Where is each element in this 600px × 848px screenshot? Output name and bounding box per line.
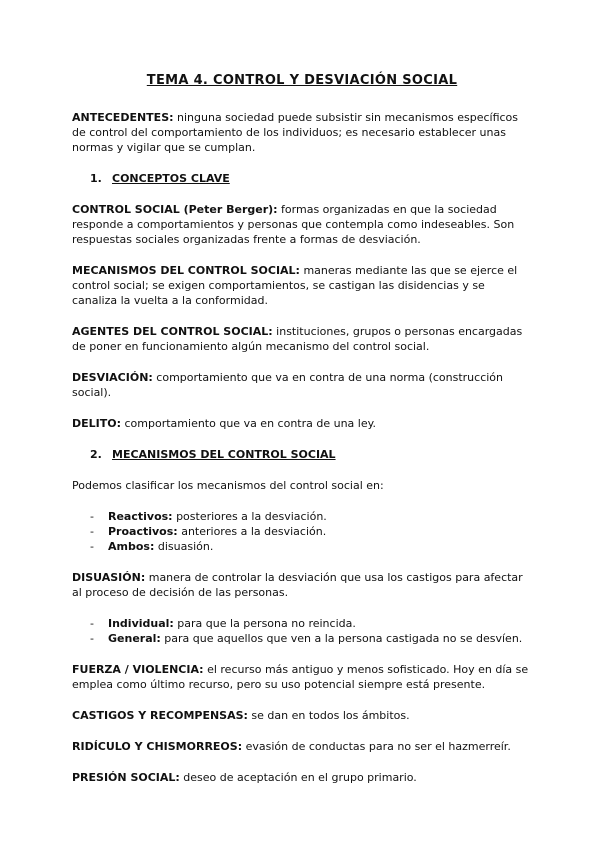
term-control-social: CONTROL SOCIAL (Peter Berger): (72, 203, 278, 216)
list-disuasion (72, 616, 532, 646)
list-clasificacion (72, 509, 532, 554)
term-ridiculo: RIDÍCULO Y CHISMORREOS: (72, 740, 243, 753)
paragraph-delito (72, 416, 532, 431)
section-heading-conceptos-clave (90, 171, 532, 186)
list-item-term: General: (108, 632, 161, 645)
paragraph-presion (72, 770, 532, 785)
term-disuasion: DISUASIÓN: (72, 571, 146, 584)
paragraph-clasificacion: Podemos clasificar los mecanismos del control social en: (72, 479, 384, 492)
section-number: 2. (90, 448, 102, 461)
paragraph-mecanismos (72, 263, 532, 308)
list-item (90, 539, 532, 554)
paragraph-control-social (72, 202, 532, 247)
text-fuerza: el recurso más antiguo y menos sofisticado. Hoy en día se emplea como último recurso, pero su uso potencial siempre está presente. (72, 663, 529, 691)
list-item-text: para que la persona no reincida. (173, 617, 356, 630)
list-item-text: disuasión. (154, 540, 214, 553)
text-delito: comportamiento que va en contra de una ley. (121, 417, 377, 430)
paragraph-desviacion (72, 370, 532, 400)
text-mecanismos: maneras mediante las que se ejerce el control social; se exigen comportamientos, se castigan las disidencias y se canaliza la vuelta a la conformidad. (72, 264, 518, 307)
section-title: MECANISMOS DEL CONTROL SOCIAL (112, 448, 336, 461)
section-heading-mecanismos (90, 447, 532, 462)
list-item-text: posteriores a la desviación. (172, 510, 327, 523)
list-item-term: Ambos: (108, 540, 155, 553)
term-desviacion: DESVIACIÓN: (72, 371, 153, 384)
term-antecedentes: ANTECEDENTES: (72, 111, 174, 124)
text-control-social: formas organizadas en que la sociedad responde a comportamientos y personas que contempla como indeseables. Son respuestas sociales organizadas frente a formas de desviación. (72, 203, 515, 246)
paragraph-ridiculo (72, 739, 532, 754)
paragraph-fuerza (72, 662, 532, 692)
section-title: CONCEPTOS CLAVE (112, 172, 230, 185)
list-item (90, 616, 532, 631)
text-desviacion: comportamiento que va en contra de una norma (construcción social). (72, 371, 504, 399)
list-item-text: para que aquellos que ven a la persona castigada no se desvíen. (160, 632, 523, 645)
term-presion: PRESIÓN SOCIAL: (72, 771, 180, 784)
paragraph-castigos (72, 708, 532, 723)
list-item-term: Reactivos: (108, 510, 173, 523)
text-antecedentes: ninguna sociedad puede subsistir sin mecanismos específicos de control del comportamiento de los individuos; es necesario establecer unas normas y vigilar que se cumplan. (72, 111, 519, 154)
term-delito: DELITO: (72, 417, 122, 430)
text-castigos: se dan en todos los ámbitos. (247, 709, 410, 722)
page-title: TEMA 4. CONTROL Y DESVIACIÓN SOCIAL (146, 73, 458, 88)
list-item (90, 524, 532, 539)
term-fuerza: FUERZA / VIOLENCIA: (72, 663, 204, 676)
list-item (90, 631, 532, 646)
paragraph-antecedentes (72, 110, 532, 155)
term-castigos: CASTIGOS Y RECOMPENSAS: (72, 709, 248, 722)
paragraph-agentes (72, 324, 532, 354)
list-item-text: anteriores a la desviación. (177, 525, 327, 538)
text-agentes: instituciones, grupos o personas encargadas de poner en funcionamiento algún mecanismo del control social. (72, 325, 523, 353)
text-disuasion: manera de controlar la desviación que usa los castigos para afectar al proceso de decisión de las personas. (72, 571, 523, 599)
term-agentes: AGENTES DEL CONTROL SOCIAL: (72, 325, 273, 338)
text-presion: deseo de aceptación en el grupo primario. (179, 771, 417, 784)
list-item (90, 509, 532, 524)
list-item-term: Proactivos: (108, 525, 178, 538)
term-mecanismos: MECANISMOS DEL CONTROL SOCIAL: (72, 264, 300, 277)
paragraph-disuasion (72, 570, 532, 600)
text-ridiculo: evasión de conductas para no ser el hazmerreír. (242, 740, 511, 753)
document-page (72, 72, 532, 801)
list-item-term: Individual: (108, 617, 174, 630)
section-number: 1. (90, 172, 102, 185)
